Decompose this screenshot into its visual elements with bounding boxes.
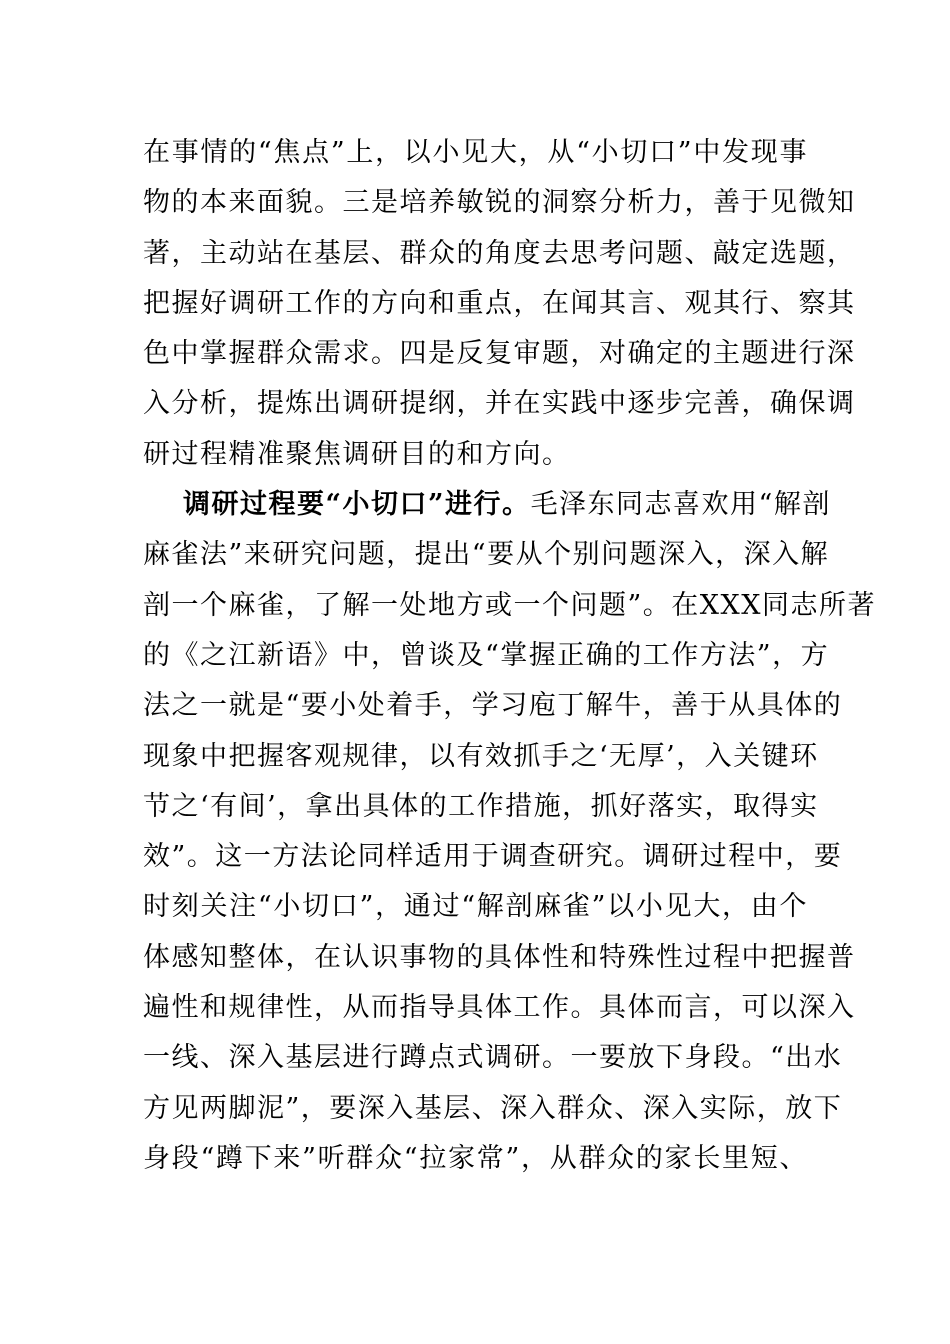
text-line: 入分析，提炼出调研提纲，并在实践中逐步完善，确保调 <box>143 388 856 420</box>
text-line: 法之一就是“要小处着手，学习庖丁解牛，善于从具体的 <box>143 690 843 722</box>
text-line: 剖一个麻雀，了解一处地方或一个问题”。在XXX同志所著 <box>143 589 876 621</box>
text-line-first <box>143 480 831 530</box>
text-line: 遍性和规律性，从而指导具体工作。具体而言，可以深入 <box>143 992 856 1024</box>
text-line: 的《之江新语》中，曾谈及“掌握正确的工作方法”，方 <box>143 639 830 671</box>
paragraph-heading: 调研过程要“小切口”进行。 <box>183 489 531 521</box>
body-text <box>143 128 876 1184</box>
text-line: 效”。这一方法论同样适用于调查研究。调研过程中，要 <box>143 841 843 873</box>
paragraph-2 <box>143 480 876 1184</box>
text-line: 节之‘有间’，拿出具体的工作措施，抓好落实，取得实 <box>143 790 819 822</box>
paragraph-1 <box>143 128 856 480</box>
text-line: 色中掌握群众需求。四是反复审题，对确定的主题进行深 <box>143 338 856 370</box>
text-line: 现象中把握客观规律，以有效抓手之‘无厚’，入关键环 <box>143 740 819 772</box>
heading-continuation: 毛泽东同志喜欢用“解剖 <box>530 489 831 521</box>
text-line: 身段“蹲下来”听群众“拉家常”，从群众的家长里短、 <box>143 1142 808 1174</box>
text-line: 著，主动站在基层、群众的角度去思考问题、敲定选题， <box>143 237 856 269</box>
text-line: 麻雀法”来研究问题，提出“要从个别问题深入，深入解 <box>143 539 830 571</box>
text-line: 方见两脚泥”，要深入基层、深入群众、深入实际，放下 <box>143 1092 843 1124</box>
text-line: 在事情的“焦点”上，以小见大，从“小切口”中发现事 <box>143 137 808 168</box>
text-line: 体感知整体，在认识事物的具体性和特殊性过程中把握普 <box>143 941 856 973</box>
text-line: 把握好调研工作的方向和重点，在闻其言、观其行、察其 <box>143 287 856 319</box>
text-line: 时刻关注“小切口”，通过“解剖麻雀”以小见大，由个 <box>143 891 808 923</box>
text-line: 一线、深入基层进行蹲点式调研。一要放下身段。“出水 <box>143 1042 843 1074</box>
text-line: 物的本来面貌。三是培养敏锐的洞察分析力，善于见微知 <box>143 187 856 219</box>
text-line: 研过程精准聚焦调研目的和方向。 <box>143 438 571 470</box>
